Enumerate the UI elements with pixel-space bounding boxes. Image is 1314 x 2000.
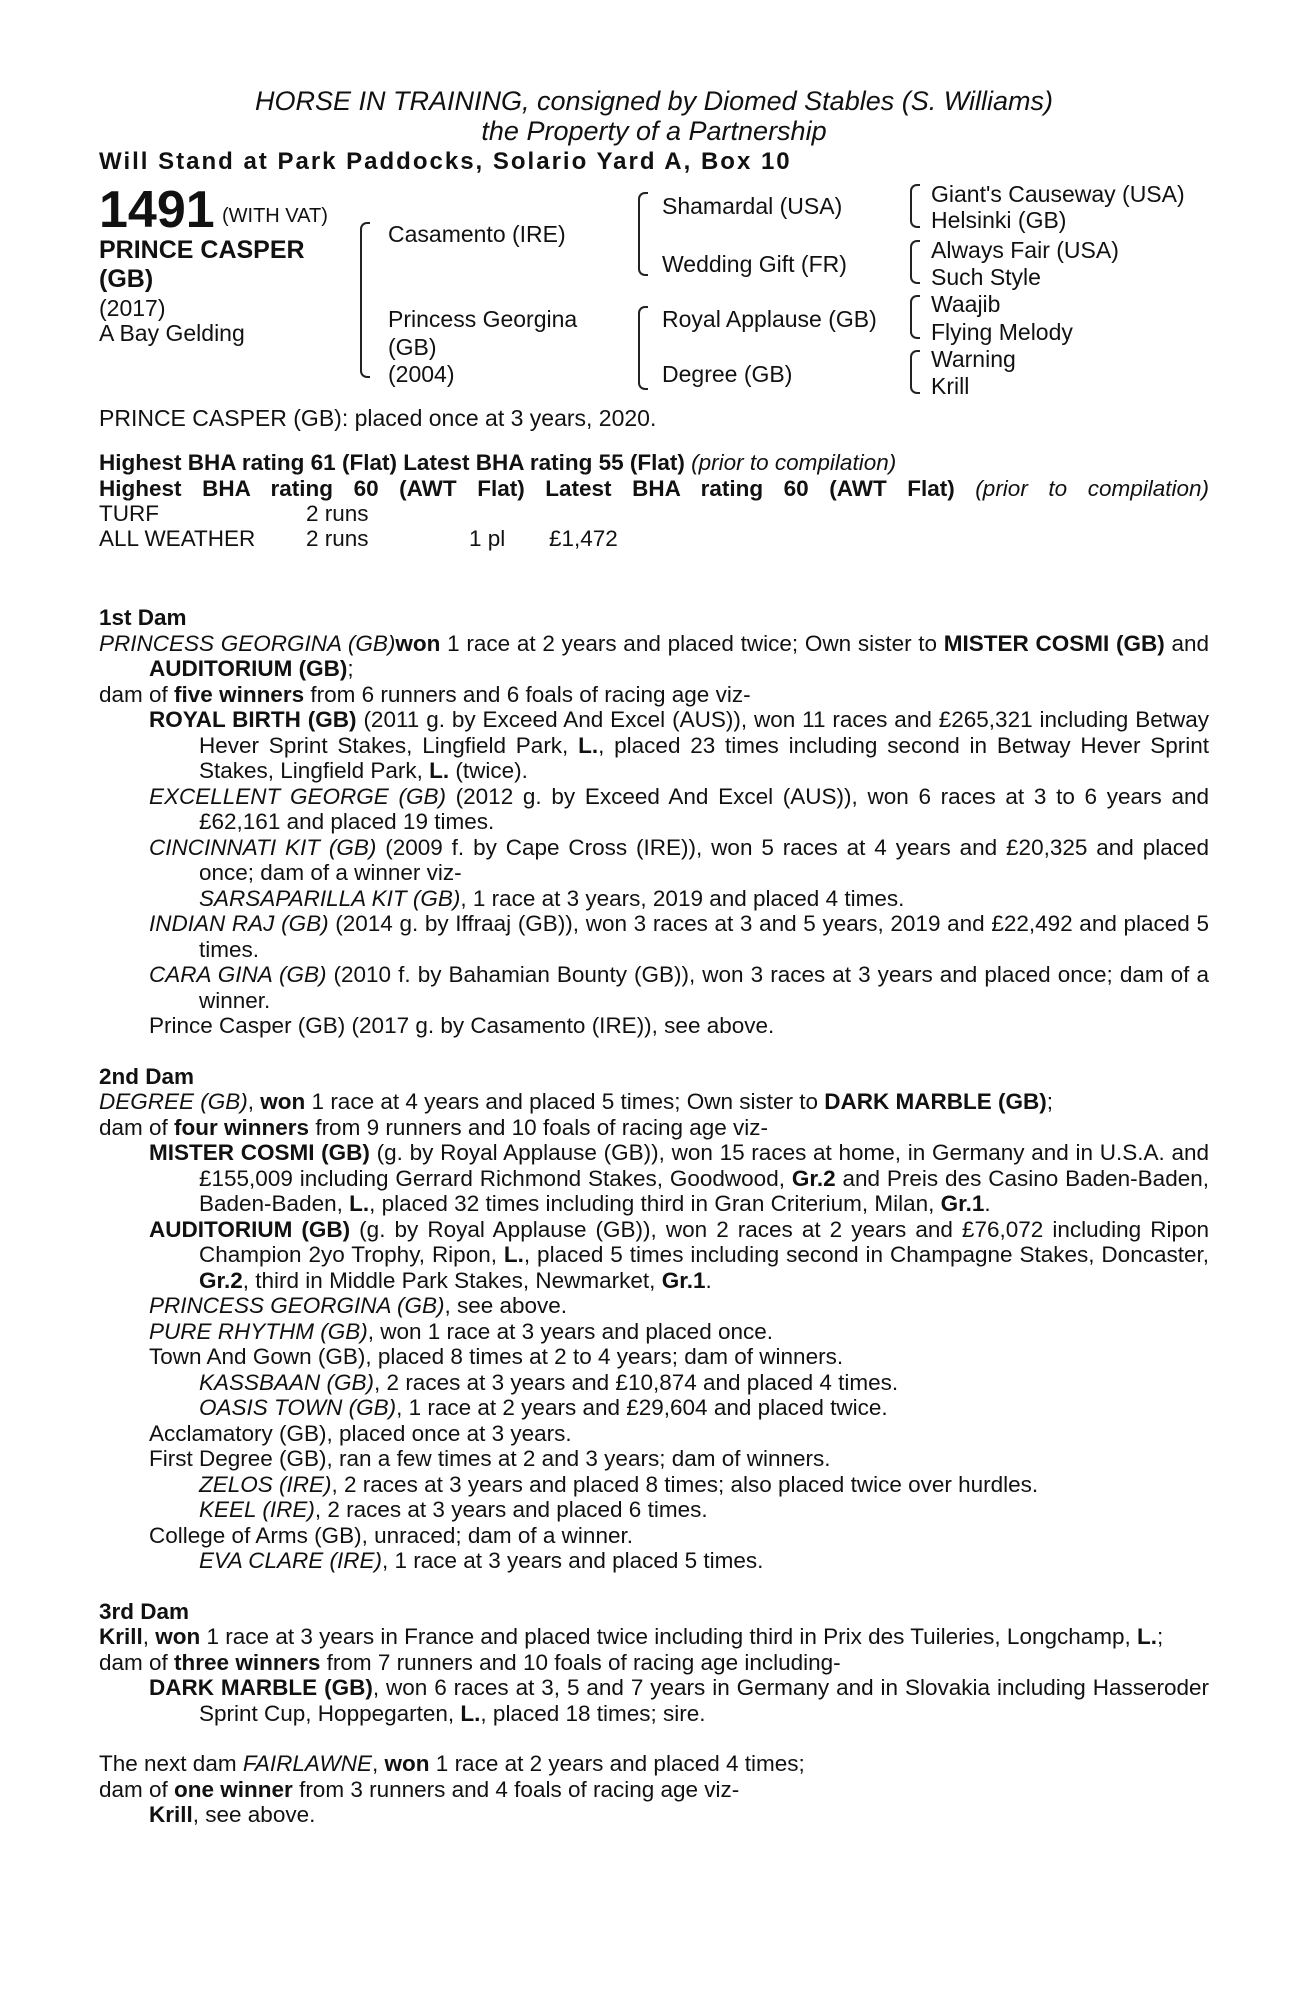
entry-mister-cosmi: MISTER COSMI (GB) (g. by Royal Applause (GB)), won 15 races at home, in Germany and in U.S.A. and £155,009 including Gerrard Richmond Stakes, Goodwood, Gr.2 and Preis des Casino Baden-Baden, Baden-Baden, L., placed 32 times including third in Gran Criterium, Milan, Gr.1. <box>149 1140 1209 1216</box>
dam3-summary: Krill, won 1 race at 3 years in France and placed twice including third in Prix des Tuileries, Longchamp, L.; <box>99 1624 1164 1649</box>
entry-krill: Krill, see above. <box>149 1802 316 1827</box>
consignor-line: HORSE IN TRAINING, consigned by Diomed Stables (S. Williams) <box>255 86 1053 116</box>
record-runs-turf: 2 runs <box>306 501 369 526</box>
entry-excellent-george: EXCELLENT GEORGE (GB) (2012 g. by Exceed And Excel (AUS)), won 6 races at 3 to 6 years and £62,161 and placed 19 times. <box>149 783 1210 834</box>
dam3-produce-intro: dam of three winners from 7 runners and 10 foals of racing age including- <box>99 1649 841 1675</box>
ggp-8: Krill <box>931 373 970 399</box>
dam2-heading: 2nd Dam <box>99 1063 195 1089</box>
record-surface-aw: ALL WEATHER <box>99 526 256 551</box>
dam2-summary: DEGREE (GB), won 1 race at 4 years and placed 5 times; Own sister to DARK MARBLE (GB); <box>99 1089 1054 1114</box>
entry-sarsaparilla-kit: SARSAPARILLA KIT (GB), 1 race at 3 years, 2019 and placed 4 times. <box>199 885 905 911</box>
dam1-heading: 1st Dam <box>99 605 187 630</box>
next-dam-summary: The next dam FAIRLAWNE, won 1 race at 2 years and placed 4 times; <box>99 1751 805 1776</box>
dam-sire: Royal Applause (GB) <box>662 306 877 332</box>
pedigree-bracket-sire <box>638 192 648 276</box>
entry-princess-georgina: PRINCESS GEORGINA (GB), see above. <box>149 1293 568 1318</box>
pedigree-bracket-dam <box>638 306 648 390</box>
record-placed-aw: 1 pl <box>469 526 506 551</box>
rating-flat-note: (prior to compilation) <box>684 450 897 475</box>
entry-cincinnati-kit: CINCINNATI KIT (GB) (2009 f. by Cape Cross (IRE)), won 5 races at 4 years and £20,325 and placed once; dam of a winner viz- <box>149 834 1210 885</box>
dam-origin: (GB) <box>388 334 437 360</box>
ggp-7: Warning <box>931 346 1016 372</box>
ggp-3: Always Fair (USA) <box>931 237 1119 263</box>
rating-flat: Highest BHA rating 61 (Flat) Latest BHA rating 55 (Flat) <box>99 450 685 475</box>
ggp-1: Giant's Causeway (USA) <box>931 181 1185 207</box>
ratings-block <box>99 450 1209 552</box>
next-dam-produce-intro: dam of one winner from 3 runners and 4 foals of racing age viz- <box>99 1776 740 1802</box>
property-line: the Property of a Partnership <box>481 116 827 146</box>
ggp-4: Such Style <box>931 264 1041 290</box>
horse-summary: PRINCE CASPER (GB): placed once at 3 years, 2020. <box>99 405 657 431</box>
sire: Casamento (IRE) <box>388 221 566 247</box>
entry-royal-birth: ROYAL BIRTH (GB) (2011 g. by Exceed And Excel (AUS)), won 11 races and £265,321 including Betway Hever Sprint Stakes, Lingfield Park, L., placed 23 times including second in Betway Hever Sprint Stakes, Lingfield Park, L. (twice). <box>149 707 1209 783</box>
dam1-summary: PRINCESS GEORGINA (GB)won 1 race at 2 years and placed twice; Own sister to MISTER COSMI (GB) and AUDITORIUM (GB); <box>99 630 1209 681</box>
rating-awt: Highest BHA rating 60 (AWT Flat) Latest BHA rating 60 (AWT Flat) <box>99 475 955 501</box>
sire-dam: Wedding Gift (FR) <box>662 251 847 277</box>
record-runs-aw: 2 runs <box>306 526 369 551</box>
dam2-produce-intro: dam of four winners from 9 runners and 10 foals of racing age viz- <box>99 1114 769 1140</box>
horse-name: PRINCE CASPER <box>99 236 305 264</box>
rating-awt-note: (prior to compilation) <box>954 475 1209 501</box>
entry-prince-casper: Prince Casper (GB) (2017 g. by Casamento (IRE)), see above. <box>149 1013 775 1038</box>
pedigree-bracket-main <box>360 222 370 378</box>
horse-year: (2017) <box>99 295 166 321</box>
pedigree-bracket-dd <box>910 350 920 394</box>
race-record-table <box>99 501 1209 552</box>
record-surface-turf: TURF <box>99 501 159 526</box>
entry-pure-rhythm: PURE RHYTHM (GB), won 1 race at 3 years and placed once. <box>149 1318 774 1344</box>
entry-college-of-arms: College of Arms (GB), unraced; dam of a winner. <box>149 1522 633 1548</box>
dam1-produce-intro: dam of five winners from 6 runners and 6 foals of racing age viz- <box>99 681 751 707</box>
ggp-5: Waajib <box>931 291 1001 317</box>
dam-year: (2004) <box>388 361 455 387</box>
vat-note: (WITH VAT) <box>222 205 328 227</box>
ggp-6: Flying Melody <box>931 319 1073 345</box>
entry-dark-marble: DARK MARBLE (GB), won 6 races at 3, 5 and 7 years in Germany and in Slovakia including Hasseroder Sprint Cup, Hoppegarten, L., placed 18 times; sire. <box>149 1675 1209 1726</box>
produce-record <box>99 605 1209 1828</box>
stand-location: Will Stand at Park Paddocks, Solario Yard A, Box 10 <box>99 148 792 175</box>
entry-kassbaan: KASSBAAN (GB), 2 races at 3 years and £10,874 and placed 4 times. <box>199 1369 899 1395</box>
pedigree-bracket-ss <box>910 184 920 228</box>
sire-sire: Shamardal (USA) <box>662 193 843 219</box>
entry-oasis-town: OASIS TOWN (GB), 1 race at 2 years and £29,604 and placed twice. <box>199 1395 888 1420</box>
pedigree-bracket-sd <box>910 240 920 284</box>
horse-description: A Bay Gelding <box>99 320 245 346</box>
dam-dam: Degree (GB) <box>662 361 793 387</box>
lot-number: 1491 <box>99 181 215 239</box>
entry-auditorium: AUDITORIUM (GB) (g. by Royal Applause (GB)), won 2 races at 2 years and £76,072 including Ripon Champion 2yo Trophy, Ripon, L., placed 5 times including second in Champagne Stakes, Doncaster, Gr.2, third in Middle Park Stakes, Newmarket, Gr.1. <box>149 1216 1209 1293</box>
entry-zelos: ZELOS (IRE), 2 races at 3 years and placed 8 times; also placed twice over hurdles. <box>199 1471 1039 1497</box>
entry-cara-gina: CARA GINA (GB) (2010 f. by Bahamian Bounty (GB)), won 3 races at 3 years and placed once; dam of a winner. <box>149 962 1209 1013</box>
entry-acclamatory: Acclamatory (GB), placed once at 3 years. <box>149 1420 572 1446</box>
entry-indian-raj: INDIAN RAJ (GB) (2014 g. by Iffraaj (GB)), won 3 races at 3 and 5 years, 2019 and £22,492 and placed 5 times. <box>149 911 1209 962</box>
entry-eva-clare: EVA CLARE (IRE), 1 race at 3 years and placed 5 times. <box>199 1548 764 1573</box>
horse-origin: (GB) <box>99 265 154 293</box>
pedigree-bracket-ds <box>910 295 920 339</box>
entry-town-and-gown: Town And Gown (GB), placed 8 times at 2 to 4 years; dam of winners. <box>149 1344 844 1369</box>
dam: Princess Georgina <box>388 306 578 332</box>
record-prize-aw: £1,472 <box>549 526 618 551</box>
entry-keel: KEEL (IRE), 2 races at 3 years and placed 6 times. <box>199 1497 708 1522</box>
entry-first-degree: First Degree (GB), ran a few times at 2 and 3 years; dam of winners. <box>149 1446 831 1471</box>
ggp-2: Helsinki (GB) <box>931 207 1067 233</box>
dam3-heading: 3rd Dam <box>99 1598 190 1624</box>
